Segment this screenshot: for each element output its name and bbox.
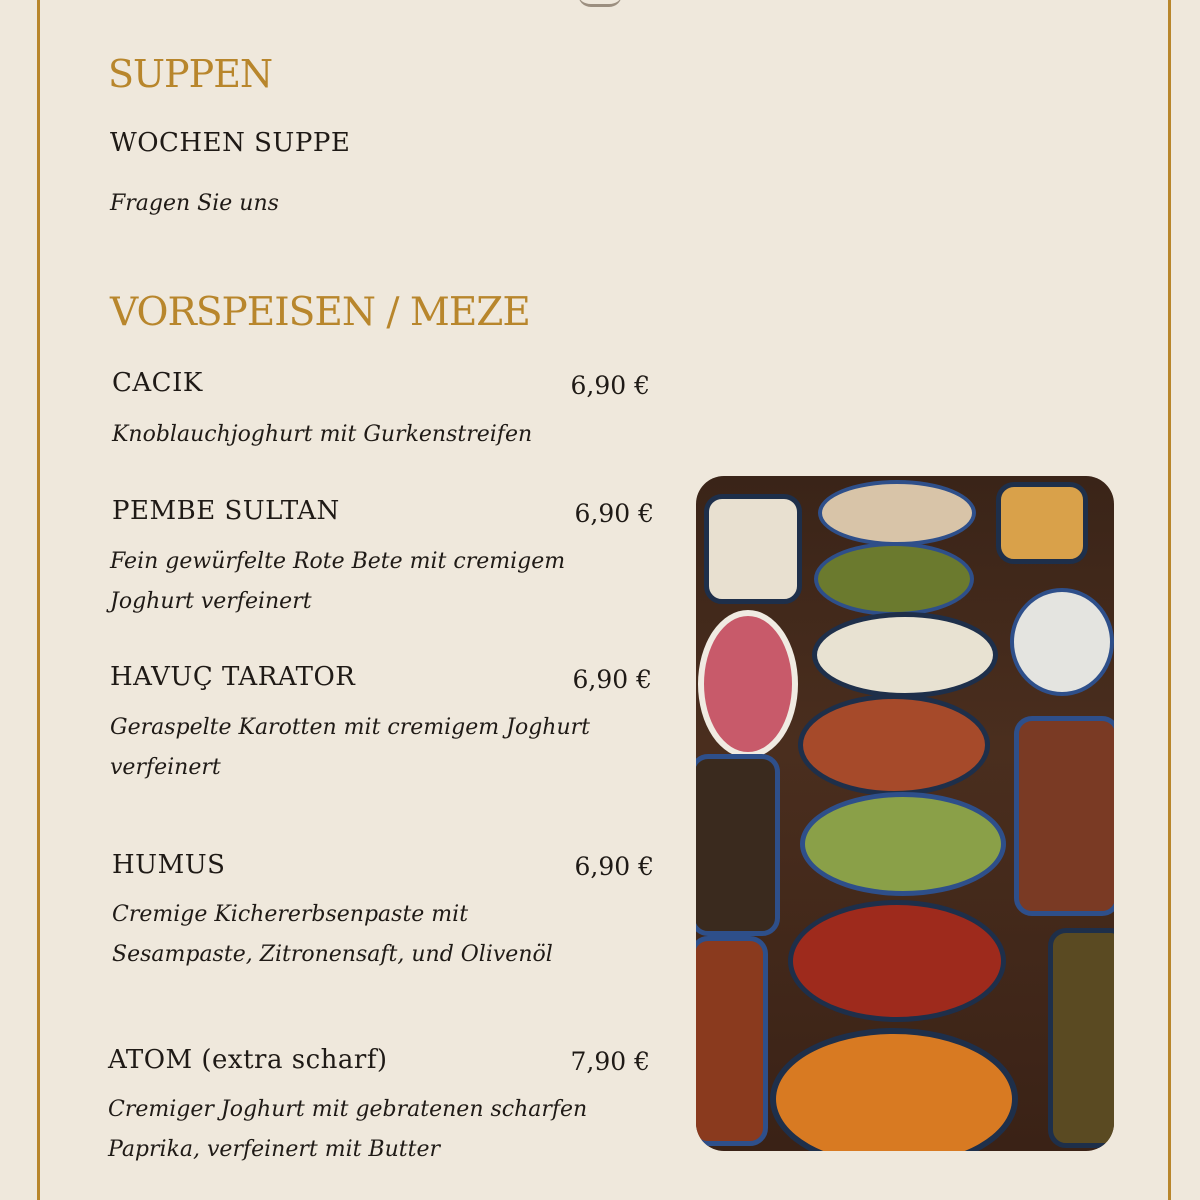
item-name-atom: ATOM (extra scharf)	[108, 1045, 388, 1075]
item-desc-humus-line1: Cremige Kichererbsenpaste mit	[112, 902, 469, 927]
item-name-havuc-tarator: HAVUÇ TARATOR	[110, 662, 356, 692]
section-title-vorspeisen: VORSPEISEN / MEZE	[110, 290, 530, 335]
item-desc-havuc-tarator-line1: Geraspelte Karotten mit cremigem Joghurt	[110, 715, 590, 740]
item-desc-humus-line2: Sesampaste, Zitronensaft, und Olivenöl	[112, 942, 553, 967]
dish-eggplant	[696, 754, 780, 936]
item-desc-atom-line1: Cremiger Joghurt mit gebratenen scharfen	[108, 1097, 588, 1122]
item-name-humus: HUMUS	[112, 850, 226, 880]
dish-beans	[770, 1028, 1018, 1151]
item-desc-atom-line2: Paprika, verfeinert mit Butter	[108, 1137, 440, 1162]
item-price-humus: 6,90 €	[574, 852, 654, 881]
dish-salad	[818, 480, 976, 546]
item-price-havuc-tarator: 6,90 €	[572, 665, 652, 694]
item-desc-wochen-suppe: Fragen Sie uns	[110, 191, 279, 216]
section-title-suppen: SUPPEN	[108, 52, 273, 96]
item-price-cacik: 6,90 €	[570, 371, 650, 400]
dish-shrimp	[996, 482, 1088, 564]
dish-olives	[814, 542, 974, 616]
dish-cig-kofte	[1014, 716, 1114, 916]
item-name-wochen-suppe: WOCHEN SUPPE	[110, 128, 351, 158]
dish-octopus	[704, 494, 802, 604]
frame-left-border	[37, 0, 40, 1200]
item-desc-pembe-sultan-line1: Fein gewürfelte Rote Bete mit cremigem	[110, 549, 566, 574]
item-desc-pembe-sultan-line2: Joghurt verfeinert	[110, 589, 312, 614]
dish-yoghurt	[1010, 588, 1114, 696]
top-ornament	[578, 0, 622, 7]
dish-stew	[696, 936, 768, 1146]
item-desc-havuc-tarator-line2: verfeinert	[110, 755, 221, 780]
item-desc-cacik: Knoblauchjoghurt mit Gurkenstreifen	[112, 422, 533, 447]
item-price-pembe-sultan: 6,90 €	[574, 499, 654, 528]
food-photo	[696, 476, 1114, 1151]
item-price-atom: 7,90 €	[570, 1047, 650, 1076]
dish-pembe-sultan	[698, 610, 798, 758]
item-name-pembe-sultan: PEMBE SULTAN	[112, 496, 340, 526]
frame-right-border	[1168, 0, 1171, 1200]
dish-muhammara	[788, 900, 1006, 1022]
item-name-cacik: CACIK	[112, 368, 203, 398]
dish-ezme	[798, 694, 990, 796]
dish-cacik	[812, 612, 998, 698]
dish-mushrooms	[1048, 928, 1114, 1148]
dish-vegetables	[800, 792, 1006, 896]
